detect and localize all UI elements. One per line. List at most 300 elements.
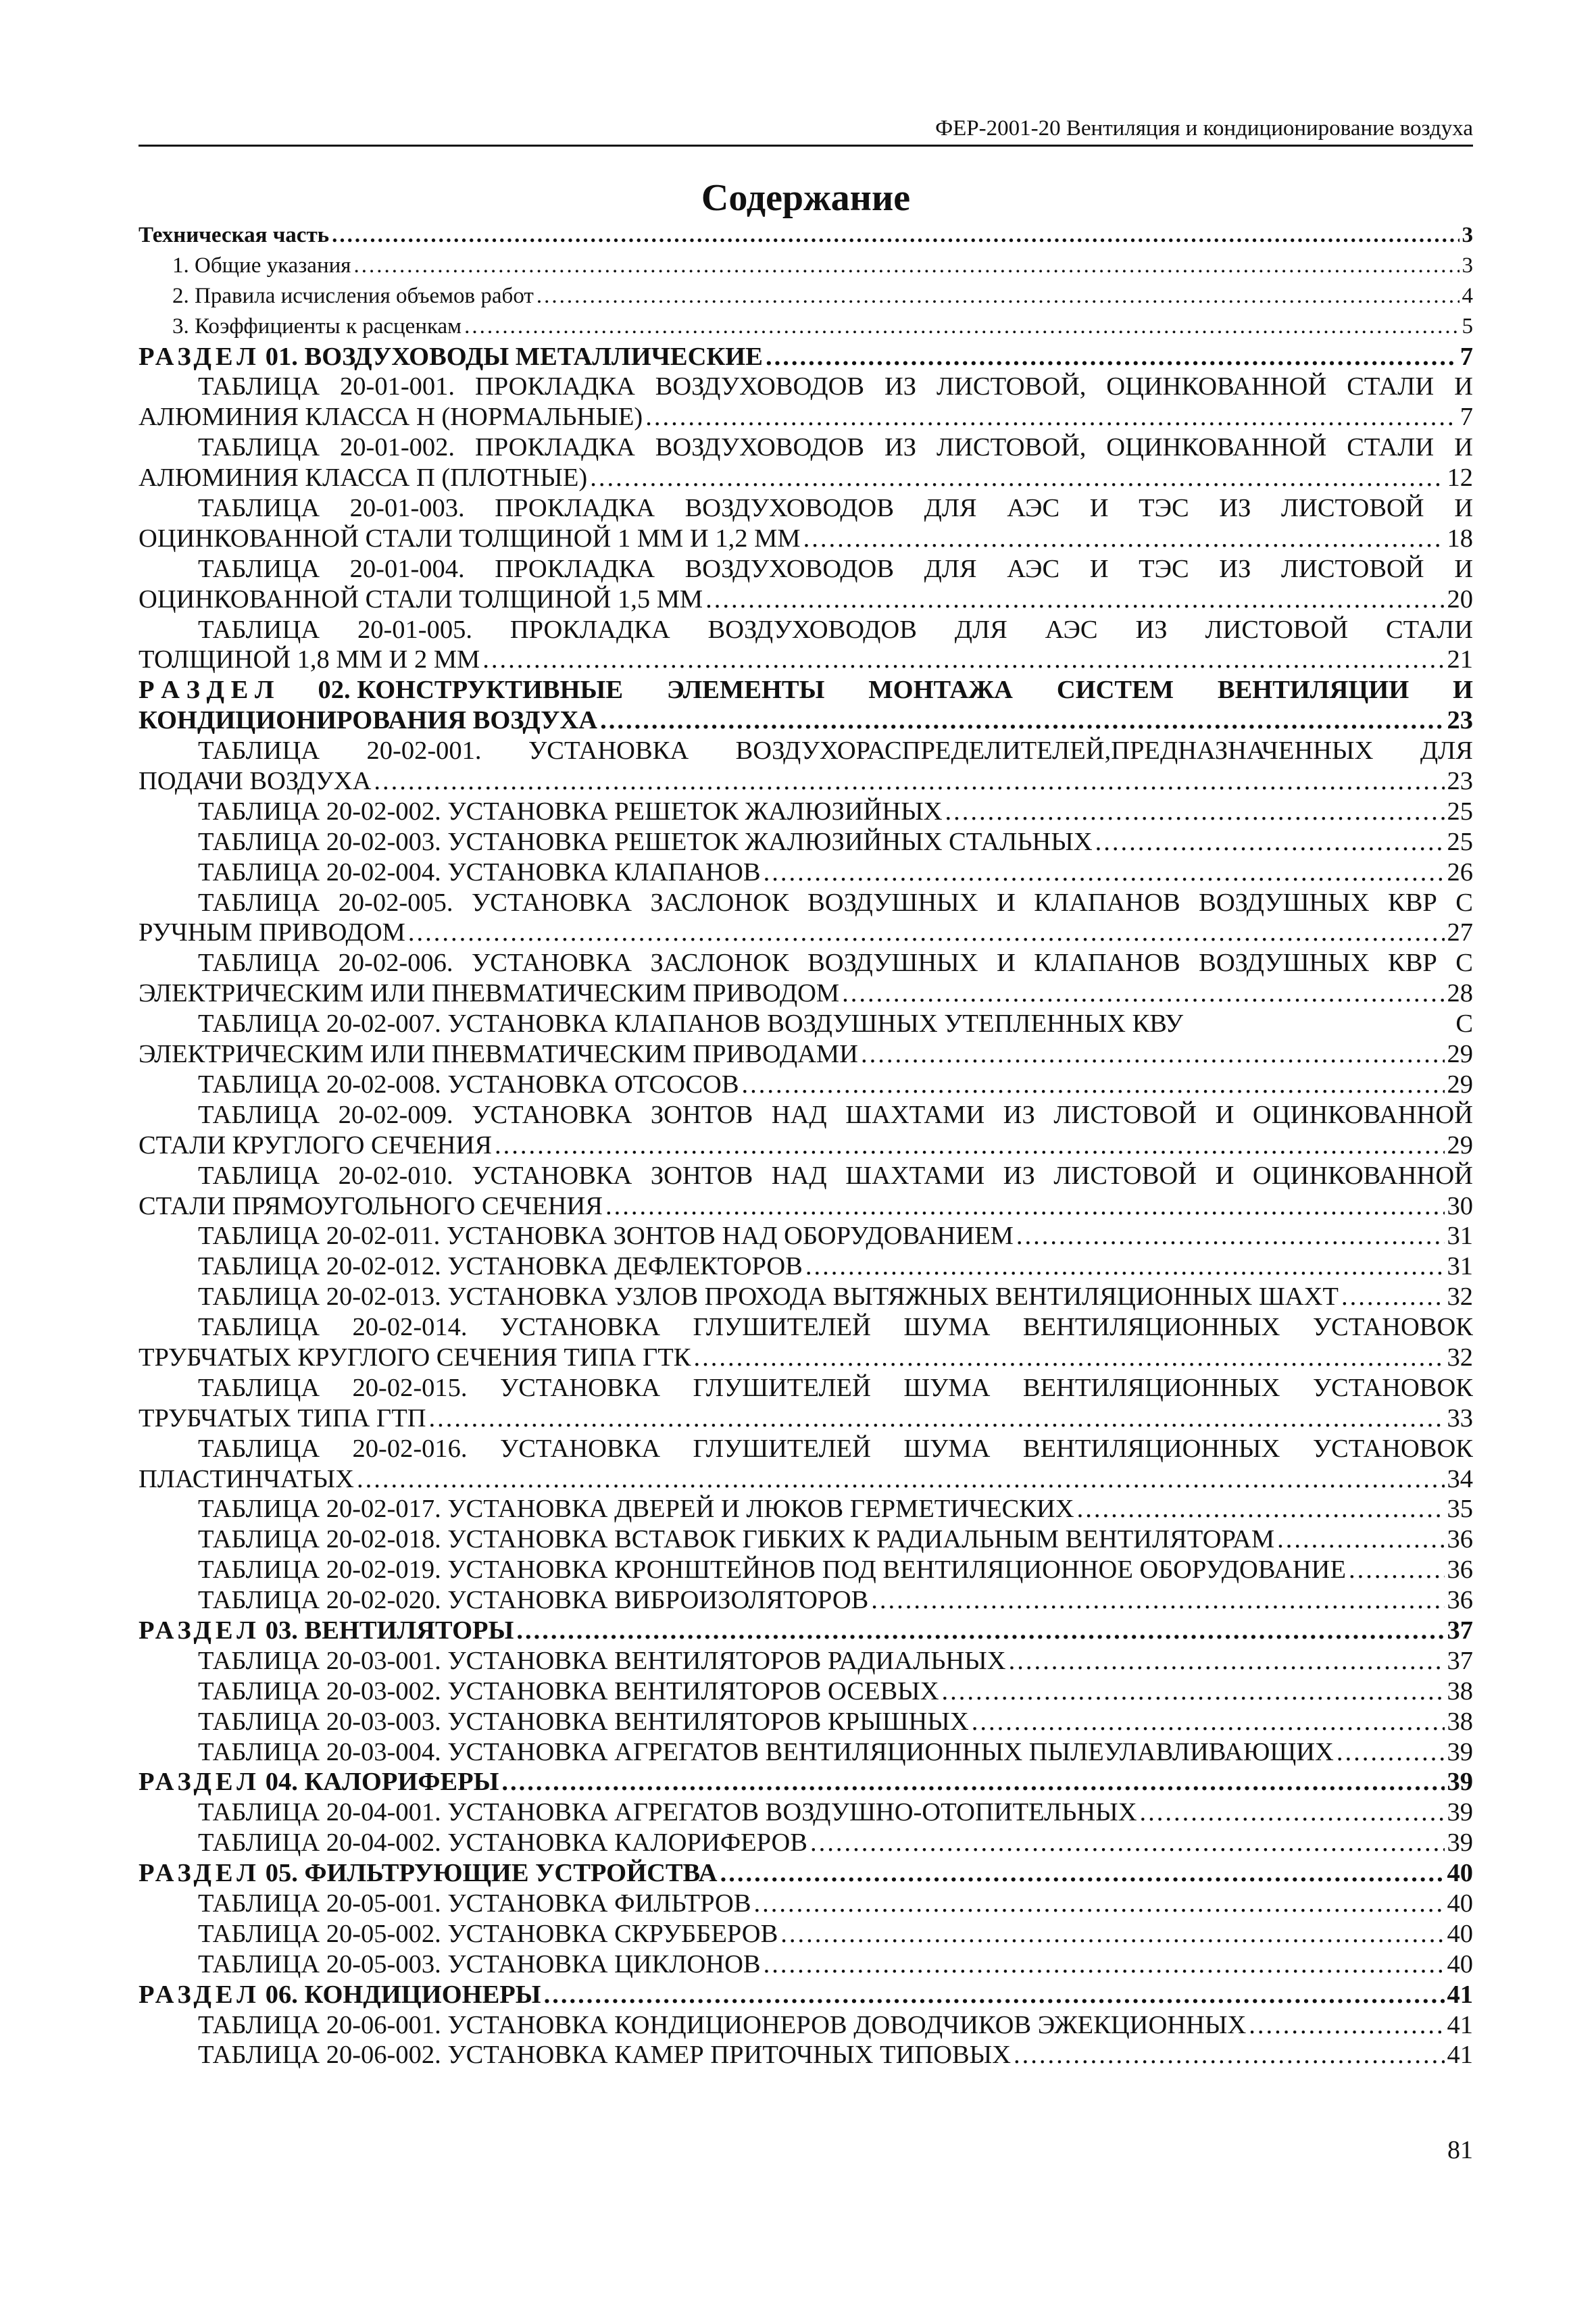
- toc-page-number: 21: [1447, 645, 1473, 674]
- dot-leader: [720, 1858, 1445, 1889]
- dot-leader: [332, 220, 1459, 251]
- toc-word: ТАБЛИЦА: [198, 1313, 320, 1342]
- toc-page-number: 41: [1447, 1980, 1473, 2009]
- toc-entry-table: [139, 1919, 1473, 1949]
- toc-entry-label: ТАБЛИЦА 20-04-001. УСТАНОВКА АГРЕГАТОВ ВОЗДУШНО-ОТОПИТЕЛЬНЫХ: [198, 1798, 1137, 1827]
- toc-page-number: 36: [1447, 1555, 1473, 1585]
- toc-entry-table-line2: [139, 1403, 1473, 1434]
- dot-leader: [764, 1949, 1445, 1980]
- toc-entry-label: ТАБЛИЦА 20-02-012. УСТАНОВКА ДЕФЛЕКТОРОВ: [198, 1252, 803, 1281]
- toc-entry-label: ТАБЛИЦА 20-03-002. УСТАНОВКА ВЕНТИЛЯТОРОВ ОСЕВЫХ: [198, 1676, 939, 1706]
- toc-word: ОЦИНКОВАННОЙ: [1252, 1100, 1473, 1129]
- dot-leader: [764, 857, 1445, 888]
- toc-word: 20-01-004.: [349, 554, 465, 583]
- toc-word: ТАБЛИЦА: [198, 888, 320, 917]
- toc-entry-label: ТАБЛИЦА 20-03-003. УСТАНОВКА ВЕНТИЛЯТОРОВ КРЫШНЫХ: [198, 1707, 969, 1736]
- toc-page-number: 35: [1447, 1495, 1473, 1524]
- toc-entry-table-line2: [139, 463, 1473, 493]
- toc-page-number: 32: [1447, 1283, 1473, 1312]
- toc-word: 02. КОНСТРУКТИВНЫЕ: [318, 676, 624, 705]
- toc-word: ДЛЯ: [1420, 737, 1473, 766]
- toc-word: ЛИСТОВОЙ: [1053, 1161, 1197, 1190]
- toc-page-number: 25: [1447, 827, 1473, 856]
- toc-page-number: 7: [1460, 342, 1473, 371]
- toc-entry-label: РУЧНЫМ ПРИВОДОМ: [139, 918, 405, 947]
- toc-word: ТАБЛИЦА: [198, 1373, 320, 1402]
- toc-entry-table-line2: [139, 524, 1473, 554]
- toc-entry-table: [139, 797, 1473, 827]
- toc-word: ШАХТАМИ: [845, 1161, 985, 1190]
- toc-entry-label: ТАБЛИЦА 20-03-001. УСТАНОВКА ВЕНТИЛЯТОРОВ РАДИАЛЬНЫХ: [198, 1646, 1006, 1675]
- toc-entry-label: ТАБЛИЦА 20-05-003. УСТАНОВКА ЦИКЛОНОВ: [198, 1949, 761, 1978]
- dot-leader: [705, 584, 1444, 615]
- toc-page-number: 41: [1447, 2010, 1473, 2039]
- toc-word: 20-01-003.: [349, 494, 465, 523]
- toc-entry-table-line2: [139, 1464, 1473, 1495]
- toc-page-number: 36: [1447, 1525, 1473, 1554]
- dot-leader: [1077, 1494, 1445, 1524]
- toc-entry-technical: [139, 220, 1473, 251]
- toc-page-number: 38: [1447, 1676, 1473, 1706]
- toc-entry-section-line2: [139, 705, 1473, 736]
- toc-word: СТАЛИ: [1347, 372, 1435, 401]
- toc-word: ВОЗДУШНЫХ: [807, 949, 978, 978]
- toc-word: УСТАНОВКА: [471, 949, 632, 978]
- toc-entry-label: ТАБЛИЦА 20-03-004. УСТАНОВКА АГРЕГАТОВ ВЕНТИЛЯЦИОННЫХ ПЫЛЕУЛАВЛИВАЮЩИХ: [198, 1737, 1334, 1766]
- toc-page-number: 23: [1447, 706, 1473, 735]
- toc-entry-table-line2: [139, 1191, 1473, 1222]
- toc-word: ТЭС: [1139, 494, 1189, 523]
- toc-word: ВЕНТИЛЯЦИИ: [1217, 676, 1410, 705]
- toc-page-number: 12: [1447, 464, 1473, 493]
- toc-entry-table-line1: [139, 1312, 1473, 1343]
- toc-entry-label: ОЦИНКОВАННОЙ СТАЛИ ТОЛЩИНОЙ 1,5 ММ: [139, 584, 703, 614]
- toc-word: ШУМА: [903, 1313, 991, 1342]
- toc-entry-table-line1: [139, 1100, 1473, 1130]
- dot-leader: [861, 1039, 1445, 1070]
- toc-entry-table: [139, 1828, 1473, 1858]
- toc-entry-label: ТАБЛИЦА 20-05-001. УСТАНОВКА ФИЛЬТРОВ: [198, 1889, 751, 1918]
- toc-entry-table-line2: [139, 918, 1473, 948]
- toc-entry-label: СТАЛИ ПРЯМОУГОЛЬНОГО СЕЧЕНИЯ: [139, 1191, 603, 1220]
- toc-page-number: 4: [1462, 283, 1473, 308]
- toc-entry-subsection: [139, 312, 1473, 342]
- section-title: 05. ФИЛЬТРУЮЩИЕ УСТРОЙСТВА: [265, 1859, 718, 1888]
- toc-page-number: 30: [1447, 1191, 1473, 1220]
- toc-word: ЛИСТОВОЙ: [1205, 615, 1349, 644]
- toc-entry-label: КОНДИЦИОНИРОВАНИЯ ВОЗДУХА: [139, 706, 598, 735]
- dot-leader: [842, 978, 1444, 1009]
- toc-entry-table: [139, 1524, 1473, 1555]
- page-number: 81: [1447, 2136, 1473, 2164]
- toc-page-number: 37: [1447, 1646, 1473, 1675]
- toc-word: УСТАНОВОК: [1312, 1313, 1473, 1342]
- toc-page-number: 3: [1462, 253, 1473, 278]
- toc-entry-table: [139, 2010, 1473, 2041]
- toc-word: ИЗ: [1219, 554, 1251, 583]
- toc-page-number: 18: [1447, 524, 1473, 553]
- toc-word: УСТАНОВКА: [499, 1373, 661, 1402]
- dot-leader: [464, 312, 1459, 342]
- toc-word: СИСТЕМ: [1056, 676, 1174, 705]
- toc-entry-section-line1: [139, 675, 1473, 705]
- toc-entry-label: 1. Общие указания: [172, 253, 351, 278]
- toc-word: ВОЗДУШНЫХ: [1199, 888, 1370, 917]
- toc-page-number: 26: [1447, 857, 1473, 887]
- toc-word: КВР: [1388, 949, 1437, 978]
- toc-entry-table: [139, 1221, 1473, 1251]
- toc-entry-table-line1: [139, 1009, 1473, 1039]
- toc-word: СТАЛИ: [1386, 615, 1473, 644]
- toc-word: ШУМА: [903, 1373, 991, 1402]
- toc-page-number: 5: [1462, 314, 1473, 339]
- table-of-contents: [139, 220, 1473, 2070]
- toc-entry-table: [139, 1949, 1473, 1980]
- toc-word: ТАБЛИЦА: [198, 433, 320, 462]
- toc-word: ВЕНТИЛЯЦИОННЫХ: [1022, 1373, 1280, 1402]
- toc-entry-label: ТАБЛИЦА 20-05-002. УСТАНОВКА СКРУББЕРОВ: [198, 1919, 778, 1948]
- toc-entry-table: [139, 1555, 1473, 1585]
- toc-entry-table-line2: [139, 766, 1473, 797]
- toc-word: ОЦИНКОВАННОЙ: [1106, 372, 1327, 401]
- dot-leader: [1140, 1797, 1445, 1828]
- toc-word: 20-01-001.: [340, 372, 455, 401]
- toc-word: ТАБЛИЦА: [198, 1434, 320, 1463]
- toc-entry-label: ЭЛЕКТРИЧЕСКИМ ИЛИ ПНЕВМАТИЧЕСКИМ ПРИВОДОМ: [139, 979, 840, 1008]
- toc-entry-table-line2: [139, 978, 1473, 1009]
- toc-word: ВОЗДУХОВОДОВ: [684, 494, 894, 523]
- toc-word: 20-01-002.: [340, 433, 455, 462]
- toc-word: ВОЗДУШНЫХ: [807, 888, 978, 917]
- toc-word: АЭС: [1007, 554, 1060, 583]
- toc-page-number: 7: [1460, 403, 1473, 432]
- toc-word: ТАБЛИЦА: [198, 737, 320, 766]
- toc-entry-label: ТРУБЧАТЫХ ТИПА ГТП: [139, 1403, 426, 1433]
- toc-page-number: 39: [1447, 1737, 1473, 1766]
- toc-page-number: 23: [1447, 767, 1473, 796]
- toc-word: ЛИСТОВОЙ: [1280, 554, 1424, 583]
- toc-word: 20-01-005.: [357, 615, 472, 644]
- toc-word: ДЛЯ: [924, 494, 977, 523]
- toc-entry-table-line1: [139, 888, 1473, 918]
- toc-word: УСТАНОВКА: [528, 737, 689, 766]
- toc-word: ДЛЯ: [954, 615, 1007, 644]
- toc-page-number: 40: [1447, 1859, 1473, 1888]
- toc-entry-table: [139, 1585, 1473, 1616]
- toc-entry-label: ЭЛЕКТРИЧЕСКИМ ИЛИ ПНЕВМАТИЧЕСКИМ ПРИВОДАМИ: [139, 1040, 858, 1069]
- toc-page-number: 34: [1447, 1464, 1473, 1493]
- toc-word: ЛИСТОВОЙ,: [937, 372, 1087, 401]
- toc-word: ВОЗДУХОВОДОВ: [655, 433, 865, 462]
- toc-word: 20-02-005.: [338, 888, 453, 917]
- toc-entry-table: [139, 1889, 1473, 1919]
- section-prefix: РАЗДЕЛ: [139, 1768, 260, 1797]
- section-prefix: РАЗДЕЛ: [139, 342, 260, 371]
- toc-entry-table-line1: [139, 1434, 1473, 1464]
- toc-entry-table-line2: [139, 1039, 1473, 1070]
- toc-entry-table: [139, 1797, 1473, 1828]
- dot-leader: [810, 1828, 1445, 1858]
- toc-entry-label: СТАЛИ КРУГЛОГО СЕЧЕНИЯ: [139, 1130, 493, 1160]
- dot-leader: [353, 251, 1459, 281]
- toc-word: АЭС: [1045, 615, 1098, 644]
- toc-page-number: 38: [1447, 1707, 1473, 1736]
- dot-leader: [1016, 1221, 1445, 1251]
- toc-entry-label: [139, 342, 763, 372]
- toc-word: ПРОКЛАДКА: [474, 433, 635, 462]
- dot-leader: [780, 1919, 1444, 1949]
- toc-word: И: [996, 949, 1016, 978]
- dot-leader: [645, 402, 1457, 432]
- toc-entry-label: ТАБЛИЦА 20-06-002. УСТАНОВКА КАМЕР ПРИТОЧНЫХ ТИПОВЫХ: [198, 2041, 1012, 2070]
- dot-leader: [374, 766, 1444, 797]
- toc-word: СТАЛИ: [1347, 433, 1435, 462]
- toc-entry-table-line2: [139, 402, 1473, 432]
- toc-word: КВР: [1388, 888, 1437, 917]
- toc-entry-table-line1: [139, 948, 1473, 978]
- toc-word: ЗОНТОВ: [650, 1161, 753, 1190]
- dot-leader: [972, 1707, 1445, 1737]
- dot-leader: [1341, 1282, 1445, 1312]
- toc-word: 20-02-015.: [352, 1373, 468, 1402]
- toc-word: 20-02-010.: [338, 1161, 453, 1190]
- dot-leader: [754, 1889, 1445, 1919]
- dot-leader: [1095, 827, 1445, 857]
- toc-word: ИЗ: [1003, 1161, 1035, 1190]
- toc-page-number: 40: [1447, 1889, 1473, 1918]
- toc-word: С: [1455, 888, 1473, 917]
- dot-leader: [742, 1070, 1445, 1100]
- toc-entry-label: Техническая часть: [139, 223, 330, 247]
- toc-word: ПРОКЛАДКА: [474, 372, 635, 401]
- header-rule: [139, 145, 1473, 147]
- toc-word: И: [1215, 1161, 1235, 1190]
- toc-word: 20-02-014.: [352, 1313, 468, 1342]
- toc-word: 20-02-001.: [366, 737, 482, 766]
- toc-word: ТЭС: [1139, 554, 1189, 583]
- toc-word: ИЗ: [1003, 1100, 1035, 1129]
- toc-page-number: 41: [1447, 2041, 1473, 2070]
- page-title: Содержание: [701, 177, 911, 219]
- dot-leader: [942, 1676, 1445, 1707]
- toc-page-number: 29: [1447, 1070, 1473, 1099]
- toc-entry-label: [139, 1767, 499, 1797]
- toc-entry-label: [139, 1980, 541, 2010]
- toc-word: ТАБЛИЦА: [198, 494, 320, 523]
- toc-word: УСТАНОВКА: [499, 1313, 661, 1342]
- dot-leader: [495, 1130, 1444, 1161]
- toc-page-number: 39: [1447, 1768, 1473, 1797]
- section-prefix: РАЗДЕЛ: [139, 1980, 260, 2009]
- dot-leader: [590, 463, 1444, 493]
- dot-leader: [600, 705, 1444, 736]
- toc-page-number: 37: [1447, 1616, 1473, 1645]
- toc-entry-table: [139, 1494, 1473, 1524]
- toc-word: ВОЗДУХОВОДОВ: [707, 615, 917, 644]
- toc-word: ИЗ: [1219, 494, 1251, 523]
- toc-word: УСТАНОВКА: [472, 1161, 632, 1190]
- toc-entry-label: ТРУБЧАТЫХ КРУГЛОГО СЕЧЕНИЯ ТИПА ГТК: [139, 1343, 691, 1372]
- toc-page-number: 28: [1447, 979, 1473, 1008]
- toc-entry-table: [139, 1282, 1473, 1312]
- dot-leader: [766, 342, 1457, 372]
- toc-entry-label: ТАБЛИЦА 20-02-002. УСТАНОВКА РЕШЕТОК ЖАЛЮЗИЙНЫХ: [198, 797, 943, 826]
- toc-entry-label: ТАБЛИЦА 20-02-008. УСТАНОВКА ОТСОСОВ: [198, 1070, 739, 1099]
- toc-entry-label: ТАБЛИЦА 20-04-002. УСТАНОВКА КАЛОРИФЕРОВ: [198, 1828, 807, 1858]
- toc-entry-section: [139, 1980, 1473, 2010]
- toc-page-number: 39: [1447, 1828, 1473, 1858]
- toc-word: И: [1454, 494, 1473, 523]
- toc-word: И: [1454, 433, 1473, 462]
- toc-entry-section: [139, 342, 1473, 372]
- toc-entry-table-line1: [139, 615, 1473, 645]
- toc-entry-label: АЛЮМИНИЯ КЛАССА П (ПЛОТНЫЕ): [139, 464, 588, 493]
- toc-word: С: [1455, 949, 1473, 978]
- toc-word: 20-02-009.: [338, 1100, 453, 1129]
- toc-entry-label: ТАБЛИЦА 20-02-011. УСТАНОВКА ЗОНТОВ НАД ОБОРУДОВАНИЕМ: [198, 1222, 1014, 1251]
- toc-word: И: [1089, 494, 1109, 523]
- toc-word: УСТАНОВКА: [472, 1100, 632, 1129]
- section-title: 01. ВОЗДУХОВОДЫ МЕТАЛЛИЧЕСКИЕ: [265, 342, 763, 371]
- toc-word: 20-02-016.: [352, 1434, 468, 1463]
- dot-leader: [693, 1343, 1444, 1373]
- toc-entry-label: ТАБЛИЦА 20-02-019. УСТАНОВКА КРОНШТЕЙНОВ ПОД ВЕНТИЛЯЦИОННОЕ ОБОРУДОВАНИЕ: [198, 1555, 1347, 1585]
- dot-leader: [501, 1767, 1444, 1797]
- toc-entry-table-line2: [139, 645, 1473, 675]
- section-prefix: РАЗДЕЛ: [139, 1616, 260, 1645]
- toc-word: УСТАНОВОК: [1312, 1434, 1473, 1463]
- section-title: 06. КОНДИЦИОНЕРЫ: [265, 1980, 541, 2009]
- toc-word: ОЦИНКОВАННОЙ: [1252, 1161, 1473, 1190]
- toc-page-number: 25: [1447, 797, 1473, 826]
- toc-entry-label: ПОДАЧИ ВОЗДУХА: [139, 767, 372, 796]
- toc-entry-label: [139, 1858, 718, 1889]
- toc-entry-label: 2. Правила исчисления объемов работ: [172, 283, 534, 308]
- toc-entry-label: [139, 1616, 514, 1646]
- toc-word: УСТАНОВКА: [471, 888, 632, 917]
- toc-entry-table: [139, 1676, 1473, 1707]
- toc-word: ТАБЛИЦА: [198, 554, 320, 583]
- toc-page-number: 3: [1462, 223, 1473, 247]
- toc-word: ЗОНТОВ: [650, 1100, 753, 1129]
- toc-word: ИЗ: [884, 433, 917, 462]
- toc-entry-table: [139, 1070, 1473, 1100]
- toc-word: ГЛУШИТЕЛЕЙ: [693, 1313, 871, 1342]
- toc-word: ШУМА: [903, 1434, 991, 1463]
- toc-word: С: [1455, 1010, 1473, 1039]
- toc-word: ЛИСТОВОЙ,: [937, 433, 1087, 462]
- dot-leader: [803, 524, 1445, 554]
- toc-entry-table: [139, 1707, 1473, 1737]
- toc-word: КЛАПАНОВ: [1034, 888, 1180, 917]
- toc-entry-table: [139, 1251, 1473, 1282]
- toc-page-number: 31: [1447, 1222, 1473, 1251]
- toc-entry-label: 3. Коэффициенты к расценкам: [172, 314, 462, 339]
- dot-leader: [544, 1980, 1445, 2010]
- toc-word: ПРОКЛАДКА: [495, 554, 655, 583]
- toc-entry-table-line1: [139, 736, 1473, 766]
- toc-word: МОНТАЖА: [868, 676, 1013, 705]
- toc-entry-table-line1: [139, 554, 1473, 584]
- toc-word: УСТАНОВОК: [1312, 1373, 1473, 1402]
- toc-entry-table-line1: [139, 1373, 1473, 1403]
- toc-entry-table-line1: [139, 372, 1473, 402]
- toc-word: ТАБЛИЦА: [198, 1100, 320, 1129]
- toc-page-number: 40: [1447, 1919, 1473, 1948]
- dot-leader: [805, 1251, 1445, 1282]
- toc-entry-section: [139, 1858, 1473, 1889]
- dot-leader: [1337, 1737, 1445, 1768]
- toc-entry-table-line1: [139, 1161, 1473, 1191]
- toc-word: АЭС: [1007, 494, 1060, 523]
- toc-word: Р А З Д Е Л: [139, 676, 274, 705]
- toc-word: УСТАНОВКА: [499, 1434, 661, 1463]
- toc-word: И: [1089, 554, 1109, 583]
- dot-leader: [537, 281, 1460, 312]
- toc-word: ДЛЯ: [924, 554, 977, 583]
- toc-entry-label: ТАБЛИЦА 20-02-003. УСТАНОВКА РЕШЕТОК ЖАЛЮЗИЙНЫХ СТАЛЬНЫХ: [198, 827, 1093, 856]
- dot-leader: [429, 1403, 1445, 1434]
- toc-page-number: 32: [1447, 1343, 1473, 1372]
- toc-word: ПРОКЛАДКА: [495, 494, 655, 523]
- toc-page-number: 31: [1447, 1252, 1473, 1281]
- toc-entry-label: ТАБЛИЦА 20-02-018. УСТАНОВКА ВСТАВОК ГИБКИХ К РАДИАЛЬНЫМ ВЕНТИЛЯТОРАМ: [198, 1525, 1275, 1554]
- toc-entry-label: ПЛАСТИНЧАТЫХ: [139, 1464, 354, 1493]
- section-title: 03. ВЕНТИЛЯТОРЫ: [265, 1616, 514, 1645]
- toc-entry-label: ТОЛЩИНОЙ 1,8 ММ И 2 ММ: [139, 645, 480, 674]
- toc-word: И: [996, 888, 1016, 917]
- toc-word: ВЕНТИЛЯЦИОННЫХ: [1022, 1313, 1280, 1342]
- toc-word: НАД: [771, 1100, 827, 1129]
- toc-word: ВОЗДУХОВОДОВ: [684, 554, 894, 583]
- toc-word: 20-02-006.: [338, 949, 453, 978]
- dot-leader: [357, 1464, 1445, 1495]
- dot-leader: [1009, 1646, 1445, 1676]
- toc-word: ВЕНТИЛЯЦИОННЫХ: [1022, 1434, 1280, 1463]
- toc-word: ТАБЛИЦА 20-02-007. УСТАНОВКА КЛАПАНОВ ВОЗДУШНЫХ УТЕПЛЕННЫХ КВУ: [198, 1010, 1184, 1039]
- toc-entry-label: ТАБЛИЦА 20-02-017. УСТАНОВКА ДВЕРЕЙ И ЛЮКОВ ГЕРМЕТИЧЕСКИХ: [198, 1495, 1074, 1524]
- toc-entry-table-line2: [139, 584, 1473, 615]
- toc-word: И: [1454, 372, 1473, 401]
- toc-entry-subsection: [139, 251, 1473, 281]
- dot-leader: [1277, 1524, 1444, 1555]
- toc-word: ТАБЛИЦА: [198, 372, 320, 401]
- toc-word: ЛИСТОВОЙ: [1280, 494, 1424, 523]
- toc-word: ЛИСТОВОЙ: [1053, 1100, 1197, 1129]
- toc-word: ГЛУШИТЕЛЕЙ: [693, 1373, 871, 1402]
- toc-entry-label: АЛЮМИНИЯ КЛАССА Н (НОРМАЛЬНЫЕ): [139, 403, 643, 432]
- toc-page-number: 27: [1447, 918, 1473, 947]
- toc-entry-table: [139, 1646, 1473, 1676]
- toc-word: ОЦИНКОВАННОЙ: [1106, 433, 1327, 462]
- toc-word: И: [1215, 1100, 1235, 1129]
- toc-word: НАД: [771, 1161, 827, 1190]
- toc-word: И: [1453, 676, 1473, 705]
- toc-word: ВОЗДУХОВОДОВ: [655, 372, 865, 401]
- toc-entry-section: [139, 1767, 1473, 1797]
- toc-word: ЗАСЛОНОК: [650, 949, 789, 978]
- section-title: 04. КАЛОРИФЕРЫ: [265, 1768, 499, 1797]
- toc-entry-label: ТАБЛИЦА 20-02-020. УСТАНОВКА ВИБРОИЗОЛЯТОРОВ: [198, 1586, 869, 1615]
- toc-entry-table: [139, 1737, 1473, 1768]
- toc-word: ГЛУШИТЕЛЕЙ: [693, 1434, 871, 1463]
- toc-word: ВОЗДУХОРАСПРЕДЕЛИТЕЛЕЙ,ПРЕДНАЗНАЧЕННЫХ: [735, 737, 1374, 766]
- toc-page-number: 33: [1447, 1403, 1473, 1433]
- toc-entry-section: [139, 1616, 1473, 1646]
- toc-entry-table: [139, 857, 1473, 888]
- toc-entry-table-line1: [139, 432, 1473, 463]
- toc-entry-table-line2: [139, 1343, 1473, 1373]
